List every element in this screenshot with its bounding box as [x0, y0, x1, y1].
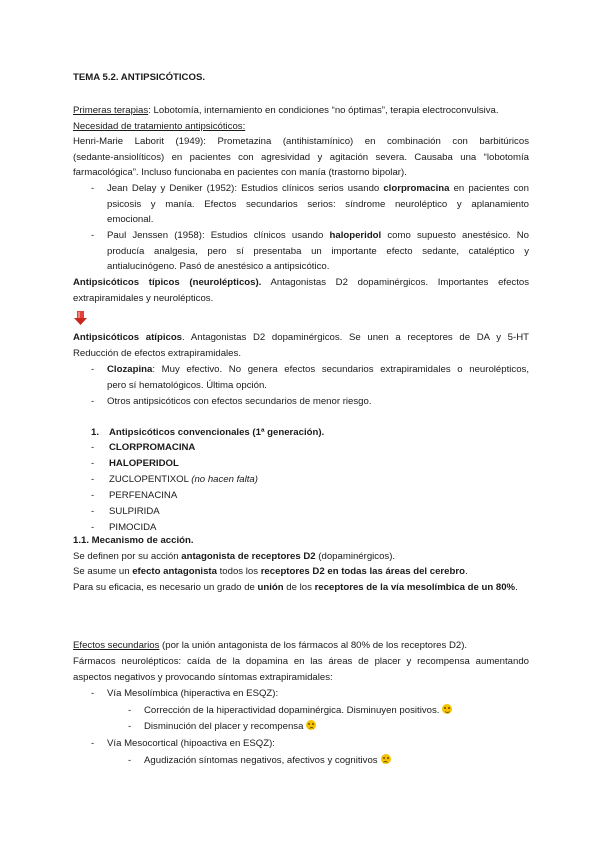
clozapina-line-1: Clozapina: Muy efectivo. No genera efectos secundarios extrapiramidales o neurolépticos,: [107, 364, 529, 375]
primeras-terapias: Primeras terapias: Lobotomía, internamiento en condiciones “no óptimas”, terapia electroconvulsiva.: [73, 105, 499, 116]
bullet-dash: -: [91, 506, 95, 517]
mecanismo-line-3: Para su eficacia, es necesario un grado de unión de los receptores de la vía mesolímbica de un 80%.: [73, 581, 518, 593]
tipicos-line-2: extrapiramidales y neurolépticos.: [73, 292, 214, 304]
drug-item: SULPIRIDA: [109, 506, 160, 517]
mesocortical-sub-1: Agudización síntomas negativos, afectivos y cognitivos: [144, 753, 529, 769]
janssen-line-2: producía analgesia, pero sí presentaba un importante efecto sedante, cataléptico y: [107, 245, 529, 257]
red-down-arrow-icon: [73, 310, 89, 326]
bullet-dash: -: [91, 396, 95, 407]
bullet-dash: -: [128, 755, 132, 766]
bullet-dash: -: [91, 230, 95, 241]
drug-item: CLORPROMACINA: [109, 442, 196, 453]
smile-icon: [442, 704, 452, 714]
bullet-dash: -: [128, 721, 132, 732]
necesidad-heading: Necesidad de tratamiento antipsicóticos:: [73, 120, 246, 132]
mecanismo-line-1: Se definen por su acción antagonista de receptores D2 (dopaminérgicos).: [73, 550, 396, 562]
atipicos-line-1: Antipsicóticos atípicos. Antagonistas D2 dopaminérgicos. Se unen a receptores de DA y 5-HT: [73, 332, 529, 343]
mecanismo-line-2: Se asume un efecto antagonista todos los receptores D2 en todas las áreas del cerebro.: [73, 566, 468, 577]
efectos-line-3: aspectos negativos y provocando síntomas extrapiramidales:: [73, 671, 333, 683]
delay-line-3: emocional.: [107, 214, 154, 225]
section-number: 1.: [91, 427, 100, 438]
bullet-dash: -: [91, 442, 95, 453]
drug-item: PERFENACINA: [109, 490, 178, 501]
laborit-line-3: farmacológica”. Incluso funcionaba en pacientes con manía (trastorno bipolar).: [73, 167, 407, 178]
efectos-line-1: Efectos secundarios (por la unión antagonista de los fármacos al 80% de los receptores D2).: [73, 640, 468, 651]
bullet-dash: -: [91, 490, 95, 501]
janssen-line-1: Paul Jenssen (1958): Estudios clínicos usando haloperidol como supuesto anestésico. No: [107, 230, 529, 241]
drug-item: PIMOCIDA: [109, 522, 157, 533]
drug-item: ZUCLOPENTIXOL (no hacen falta): [109, 474, 258, 485]
bullet-dash: -: [91, 458, 95, 469]
janssen-line-3: antialucinógeno. Pasó de anestésico a antipsicótico.: [107, 261, 330, 272]
page-title: TEMA 5.2. ANTIPSICÓTICOS.: [73, 72, 206, 83]
tipicos-line-1: Antipsicóticos típicos (neurolépticos). Antagonistas D2 dopaminérgicos. Importantes efectos: [73, 277, 529, 288]
bullet-dash: -: [91, 738, 95, 749]
clozapina-line-2: pero sí hematológicos. Última opción.: [107, 379, 267, 391]
mecanismo-heading: 1.1. Mecanismo de acción.: [73, 535, 194, 546]
convencionales-heading: Antipsicóticos convencionales (1ª generación).: [109, 427, 325, 438]
bullet-dash: -: [91, 474, 95, 485]
efectos-line-2: Fármacos neurolépticos: caída de la dopamina en las áreas de placer y recompensa aumentando: [73, 656, 529, 667]
otros-line: Otros antipsicóticos con efectos secundarios de menor riesgo.: [107, 396, 372, 407]
mesolimbica-sub-1: Corrección de la hiperactividad dopaminérgica. Disminuyen positivos.: [144, 703, 529, 719]
laborit-line-2: (sedante-ansiolíticos) en pacientes con agresividad y agitación severa. Causaba una “lobotomía: [73, 151, 529, 163]
laborit-line-1: Henri-Marie Laborit (1949): Prometazina (antihistamínico) en combinación con barbitúricos: [73, 136, 529, 147]
bullet-dash: -: [91, 364, 95, 375]
sad-face-icon: [306, 720, 316, 730]
bullet-dash: -: [91, 688, 95, 699]
mesolimbica-sub-2: Disminución del placer y recompensa: [144, 719, 529, 735]
bullet-dash: -: [128, 705, 132, 716]
mesolimbica-item: Vía Mesolímbica (hiperactiva en ESQZ):: [107, 688, 279, 699]
bullet-dash: -: [91, 522, 95, 533]
sad-face-icon: [381, 754, 391, 764]
mesocortical-item: Vía Mesocortical (hipoactiva en ESQZ):: [107, 738, 275, 749]
delay-line-2: psicosis y manía. Efectos secundarios serios: síndrome neuroléptico y aplanamiento: [107, 198, 529, 210]
bullet-dash: -: [91, 183, 95, 194]
drug-item: HALOPERIDOL: [109, 458, 179, 469]
atipicos-line-2: Reducción de efectos extrapiramidales.: [73, 347, 241, 359]
delay-line-1: Jean Delay y Deniker (1952): Estudios clínicos serios usando clorpromacina en pacientes con: [107, 183, 529, 194]
